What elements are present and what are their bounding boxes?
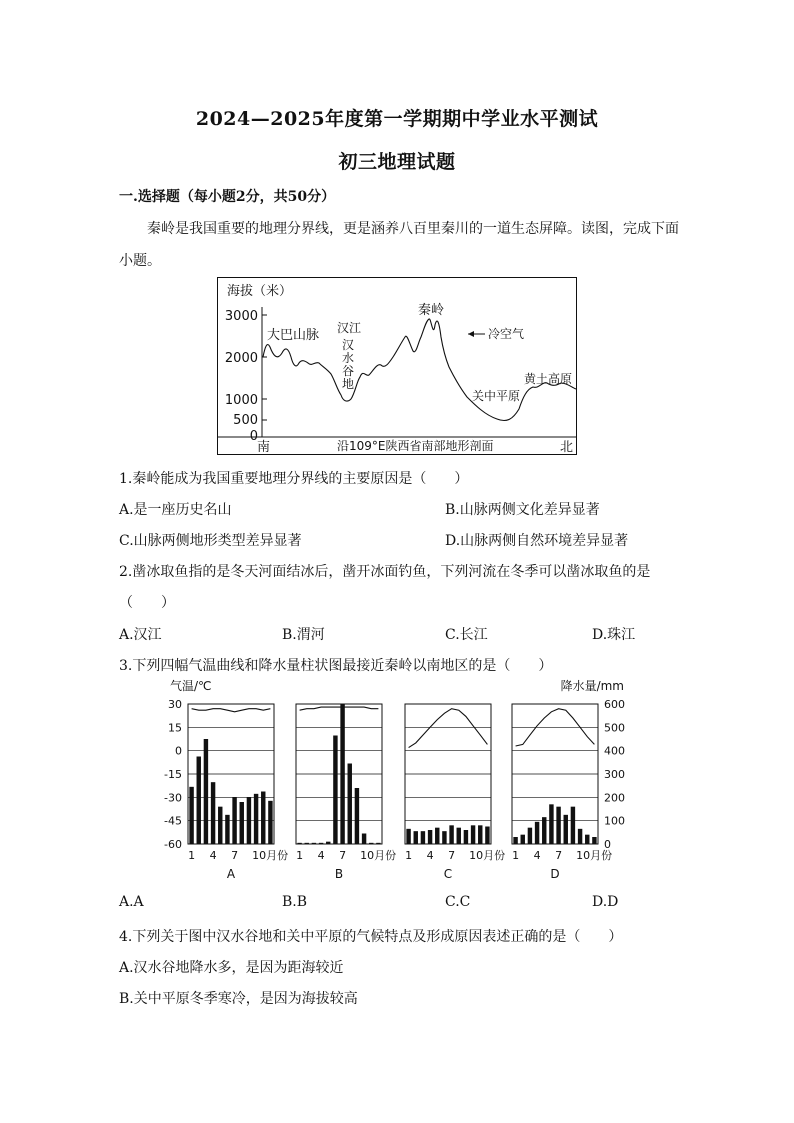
month-tick-label: 4 bbox=[317, 849, 325, 862]
temperature-line bbox=[409, 709, 488, 748]
precip-bar bbox=[218, 807, 222, 844]
month-tick-label: 1 bbox=[405, 849, 413, 862]
terrain-profile-figure bbox=[217, 277, 577, 455]
precip-bar bbox=[464, 830, 468, 844]
precip-bar bbox=[348, 764, 352, 845]
question-2-option-c: C.长江 bbox=[445, 627, 488, 643]
precip-bar bbox=[457, 828, 461, 844]
panel-name-label: C bbox=[443, 867, 453, 881]
label-north: 北 bbox=[560, 440, 574, 455]
temp-tick-label: -30 bbox=[164, 791, 182, 805]
precip-bar bbox=[564, 815, 568, 844]
precip-bar bbox=[312, 843, 316, 844]
question-2-stem: 2.凿冰取鱼指的是冬天河面结冰后，凿开冰面钓鱼，下列河流在冬季可以凿冰取鱼的是 bbox=[119, 564, 651, 580]
precip-bar bbox=[585, 835, 589, 844]
precip-bar bbox=[478, 825, 482, 844]
month-tick-label: 1 bbox=[512, 849, 520, 862]
label-daba-mountains: 大巴山脉 bbox=[267, 328, 320, 343]
month-tick-label: 4 bbox=[209, 849, 217, 862]
panel-name-label: A bbox=[226, 867, 236, 881]
question-1-option-c: C.山脉两侧地形类型差异显著 bbox=[119, 533, 302, 549]
precip-bar bbox=[528, 828, 532, 844]
label-qinling: 秦岭 bbox=[418, 303, 445, 318]
precip-bar bbox=[571, 807, 575, 844]
precip-axis-label: 降水量/mm bbox=[560, 679, 624, 693]
temp-tick-label: -45 bbox=[164, 814, 182, 828]
intro-line-2: 小题。 bbox=[119, 253, 161, 269]
month-tick-label: 10月份 bbox=[360, 849, 397, 862]
question-3-stem: 3.下列四幅气温曲线和降水量柱状图最接近秦岭以南地区的是（ ） bbox=[119, 658, 553, 674]
precip-bar bbox=[340, 704, 344, 844]
precip-tick-label: 300 bbox=[604, 768, 625, 781]
month-tick-label: 10月份 bbox=[469, 849, 506, 862]
precip-tick-label: 0 bbox=[604, 838, 611, 851]
question-2-option-a: A.汉江 bbox=[119, 627, 162, 643]
profile-ytick-label: 0 bbox=[249, 429, 258, 444]
temp-tick-label: 30 bbox=[168, 698, 182, 711]
profile-frame bbox=[218, 278, 577, 455]
precip-bar bbox=[535, 822, 539, 844]
temp-axis-label: 气温/℃ bbox=[170, 679, 212, 693]
temp-tick-label: -15 bbox=[164, 768, 182, 781]
label-guanzhong-plain: 关中平原 bbox=[472, 389, 521, 403]
question-2-option-d: D.珠江 bbox=[592, 627, 636, 643]
precip-tick-label: 200 bbox=[604, 791, 625, 805]
precip-bar bbox=[485, 827, 489, 845]
question-1-stem: 1.秦岭能成为我国重要地理分界线的主要原因是（ ） bbox=[119, 471, 469, 487]
question-3-option-a: A.A bbox=[119, 894, 144, 910]
precip-bar bbox=[225, 815, 229, 844]
profile-caption: 沿109°E陕西省南部地形剖面 bbox=[337, 439, 494, 453]
precip-bar bbox=[197, 757, 201, 845]
precip-bar bbox=[428, 830, 432, 844]
precip-bar bbox=[305, 843, 309, 844]
question-1-option-a: A.是一座历史名山 bbox=[119, 502, 232, 518]
month-tick-label: 1 bbox=[296, 849, 304, 862]
precip-bar bbox=[421, 831, 425, 844]
question-3-option-d: D.D bbox=[592, 894, 619, 910]
temp-tick-label: 15 bbox=[168, 721, 182, 735]
precip-bar bbox=[542, 817, 546, 844]
precip-bar bbox=[297, 843, 301, 844]
precip-tick-label: 400 bbox=[604, 744, 625, 758]
precip-bar bbox=[261, 792, 265, 845]
temperature-line bbox=[300, 707, 379, 710]
label-south: 南 bbox=[257, 440, 271, 455]
section-heading: 一.选择题（每小题2分，共50分） bbox=[119, 189, 336, 205]
precip-bar bbox=[471, 825, 475, 844]
label-hanshui-valley-3: 谷 bbox=[342, 364, 355, 378]
profile-ytick-label: 500 bbox=[233, 413, 258, 428]
question-4-option-b: B.关中平原冬季寒冷，是因为海拔较高 bbox=[119, 991, 358, 1007]
intro-line-1: 秦岭是我国重要的地理分界线，更是涵养八百里秦川的一道生态屏障。读图，完成下面 bbox=[147, 221, 679, 237]
precip-bar bbox=[435, 828, 439, 844]
label-cold-air: 冷空气 bbox=[488, 327, 525, 341]
profile-ylabel: 海拔（米） bbox=[227, 284, 293, 299]
precip-bar bbox=[521, 835, 525, 844]
precip-tick-label: 600 bbox=[604, 698, 625, 711]
precip-bar bbox=[254, 794, 258, 844]
precip-bar bbox=[189, 787, 193, 844]
question-1-option-b: B.山脉两侧文化差异显著 bbox=[445, 502, 600, 518]
profile-ytick-label: 1000 bbox=[224, 393, 258, 408]
precip-bar bbox=[268, 801, 272, 844]
precip-tick-label: 100 bbox=[604, 814, 625, 828]
month-tick-label: 1 bbox=[188, 849, 196, 862]
panel-name-label: D bbox=[550, 867, 560, 881]
precip-bar bbox=[369, 843, 373, 844]
question-3-option-c: C.C bbox=[445, 894, 471, 910]
precip-bar bbox=[513, 837, 517, 844]
label-hanshui-valley-1: 汉 bbox=[342, 338, 355, 352]
question-2-option-b: B.渭河 bbox=[282, 627, 325, 643]
exam-title: 2024—2025年度第一学期期中学业水平测试 bbox=[195, 108, 599, 130]
question-4-stem: 4.下列关于图中汉水谷地和关中平原的气候特点及形成原因表述正确的是（ ） bbox=[119, 929, 623, 945]
profile-ytick-label: 2000 bbox=[224, 351, 258, 366]
month-tick-label: 4 bbox=[533, 849, 541, 862]
month-tick-label: 10月份 bbox=[576, 849, 613, 862]
precip-bar bbox=[319, 843, 323, 844]
precip-bar bbox=[232, 797, 236, 844]
precip-bar bbox=[449, 825, 453, 844]
label-hanshui-valley-2: 水 bbox=[342, 351, 355, 365]
month-tick-label: 4 bbox=[426, 849, 434, 862]
label-hanshui-valley-4: 地 bbox=[342, 377, 355, 391]
precip-bar bbox=[326, 842, 330, 844]
question-1-option-d: D.山脉两侧自然环境差异显著 bbox=[445, 533, 629, 549]
precip-bar bbox=[333, 736, 337, 845]
temperature-line bbox=[192, 709, 271, 712]
precip-bar bbox=[204, 739, 208, 844]
temp-tick-label: -60 bbox=[164, 838, 182, 851]
precip-bar bbox=[549, 804, 553, 844]
month-tick-label: 7 bbox=[448, 849, 456, 862]
precip-bar bbox=[592, 837, 596, 844]
precip-bar bbox=[414, 831, 418, 844]
precip-bar bbox=[247, 797, 251, 844]
label-loess-plateau: 黄土高原 bbox=[524, 372, 573, 386]
question-3-option-b: B.B bbox=[282, 894, 308, 910]
month-tick-label: 7 bbox=[555, 849, 563, 862]
profile-ytick-label: 3000 bbox=[224, 309, 258, 324]
question-2-stem-bracket: （ ） bbox=[119, 595, 175, 611]
month-tick-label: 10月份 bbox=[252, 849, 289, 862]
month-tick-label: 7 bbox=[339, 849, 347, 862]
precip-bar bbox=[442, 831, 446, 844]
precip-bar bbox=[355, 788, 359, 844]
precip-tick-label: 500 bbox=[604, 721, 625, 735]
precip-bar bbox=[240, 802, 244, 844]
precip-bar bbox=[578, 829, 582, 844]
precip-bar bbox=[211, 782, 215, 844]
precip-bar bbox=[556, 807, 560, 844]
question-4-option-a: A.汉水谷地降水多，是因为距海较近 bbox=[119, 960, 344, 976]
panel-name-label: B bbox=[334, 867, 344, 881]
label-han-river: 汉江 bbox=[337, 321, 362, 335]
climate-charts-figure bbox=[160, 676, 630, 886]
precip-bar bbox=[406, 829, 410, 844]
month-tick-label: 7 bbox=[231, 849, 239, 862]
precip-bar bbox=[362, 834, 366, 845]
temp-tick-label: 0 bbox=[175, 744, 182, 758]
exam-subtitle: 初三地理试题 bbox=[338, 151, 456, 173]
precip-bar bbox=[376, 843, 380, 844]
